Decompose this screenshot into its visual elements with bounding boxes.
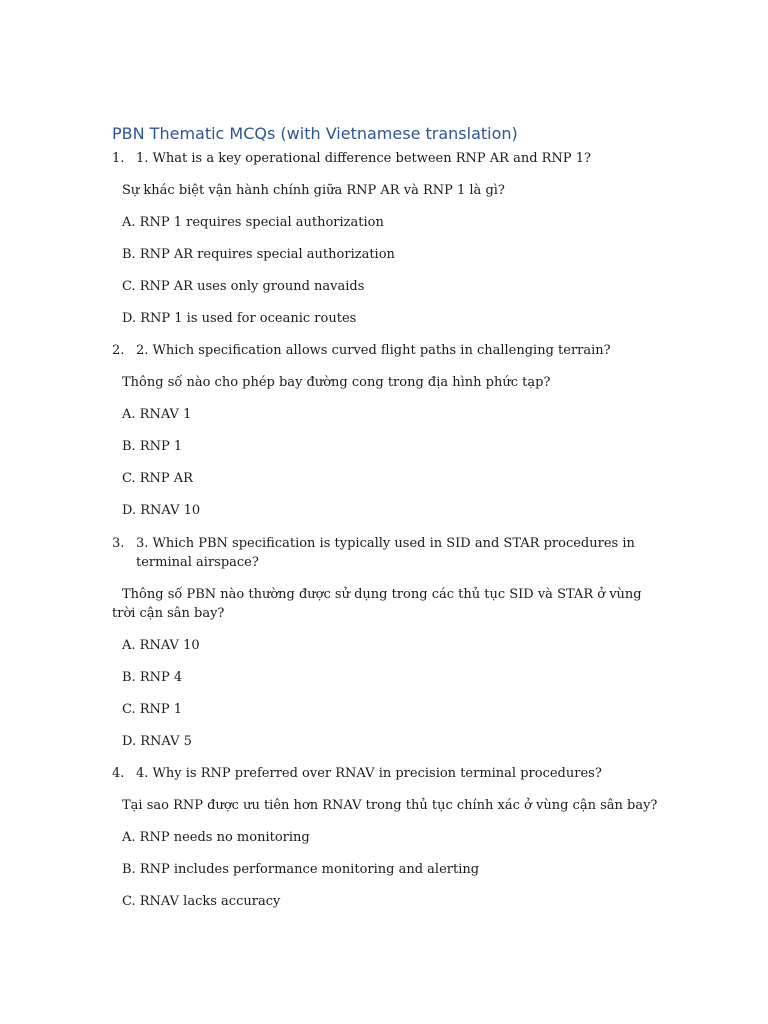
answer-option: D. RNAV 5 xyxy=(122,734,192,749)
question-translation: Sự khác biệt vận hành chính giữa RNP AR và RNP 1 là gì? xyxy=(122,183,505,198)
document-title: PBN Thematic MCQs (with Vietnamese translation) xyxy=(112,124,518,143)
question-number: 2. xyxy=(112,343,125,358)
question-text: 1. What is a key operational difference between RNP AR and RNP 1? xyxy=(136,151,591,166)
answer-option: C. RNP AR xyxy=(122,471,193,486)
question-number: 4. xyxy=(112,766,125,781)
question-number: 3. xyxy=(112,536,125,551)
answer-option: A. RNAV 10 xyxy=(122,638,200,653)
answer-option: B. RNP AR requires special authorization xyxy=(122,247,395,262)
answer-option: A. RNP 1 requires special authorization xyxy=(122,215,384,230)
question-translation: Thông số nào cho phép bay đường cong trong địa hình phức tạp? xyxy=(122,375,551,390)
answer-option: D. RNAV 10 xyxy=(122,503,201,518)
answer-option: A. RNAV 1 xyxy=(122,407,192,422)
answer-option: A. RNP needs no monitoring xyxy=(122,830,310,845)
question-translation: Thông số PBN nào thường được sử dụng trong các thủ tục SID và STAR ở vùng trời cận sân bay? xyxy=(112,587,642,621)
question-text: 2. Which specification allows curved flight paths in challenging terrain? xyxy=(136,343,611,358)
answer-option: C. RNP AR uses only ground navaids xyxy=(122,279,365,294)
answer-option: C. RNAV lacks accuracy xyxy=(122,894,281,909)
answer-option: C. RNP 1 xyxy=(122,702,183,717)
answer-option: B. RNP includes performance monitoring and alerting xyxy=(122,862,480,877)
answer-option: B. RNP 4 xyxy=(122,670,183,685)
question-text: 4. Why is RNP preferred over RNAV in precision terminal procedures? xyxy=(136,766,602,781)
answer-option: D. RNP 1 is used for oceanic routes xyxy=(122,311,357,326)
question-translation: Tại sao RNP được ưu tiên hơn RNAV trong thủ tục chính xác ở vùng cận sân bay? xyxy=(122,798,658,813)
question-number: 1. xyxy=(112,151,125,166)
answer-option: B. RNP 1 xyxy=(122,439,183,454)
question-text: 3. Which PBN specification is typically used in SID and STAR procedures in terminal airspace? xyxy=(136,536,635,570)
